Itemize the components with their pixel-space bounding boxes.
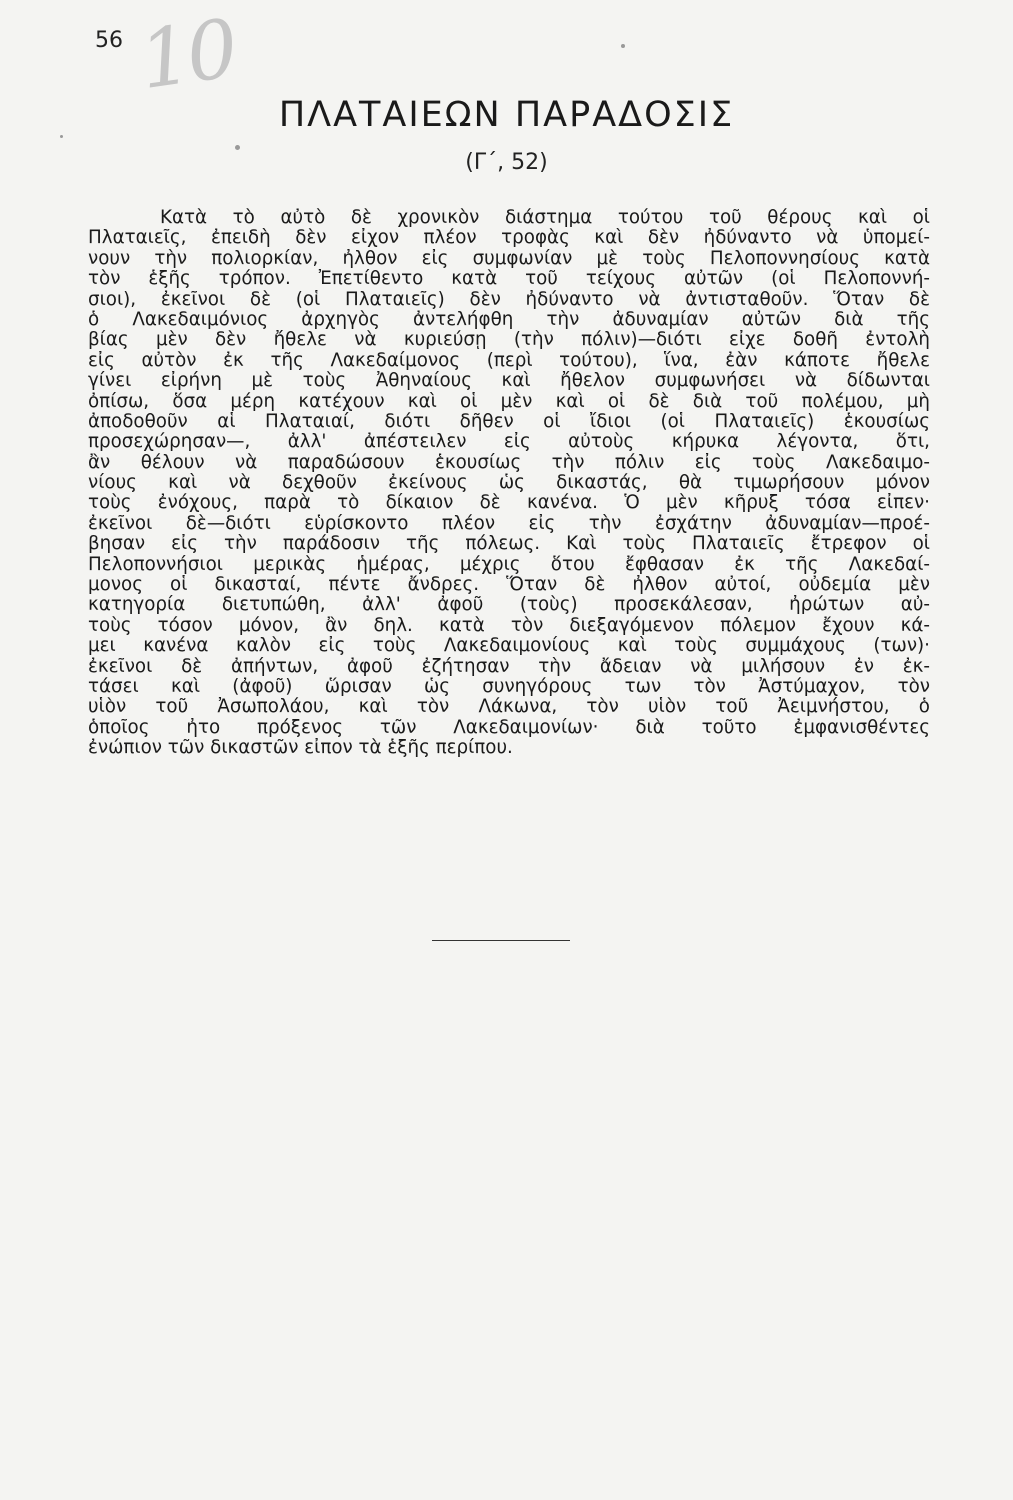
text-line: προσεχώρησαν—, ἀλλ' ἀπέστειλεν εἰς αὐτοὺς κήρυκα λέγοντα, ὅτι, xyxy=(88,432,930,453)
text-line: ὁποῖος ἦτο πρόξενος τῶν Λακεδαιμονίων· διὰ τοῦτο ἐμφανισθέντες xyxy=(88,717,930,738)
text-line: υἱὸν τοῦ Ἀσωπολάου, καὶ τὸν Λάκωνα, τὸν υἱὸν τοῦ Ἀειμνήστου, ὁ xyxy=(88,697,930,718)
text-line: Πελοποννήσιοι μερικὰς ἡμέρας, μέχρις ὅτου ἔφθασαν ἐκ τῆς Λακεδαί- xyxy=(88,554,930,575)
text-line: ἐνώπιον τῶν δικαστῶν εἶπον τὰ ἑξῆς περίπου. xyxy=(88,738,513,759)
text-line: κατηγορία διετυπώθη, ἀλλ' ἀφοῦ (τοὺς) προσεκάλεσαν, ἠρώτων αὐ- xyxy=(88,595,930,616)
text-line: νουν τὴν πολιορκίαν, ἦλθον εἰς συμφωνίαν μὲ τοὺς Πελοποννησίους κατὰ xyxy=(88,248,930,269)
text-line: βησαν εἰς τὴν παράδοσιν τῆς πόλεως. Καὶ τοὺς Πλαταιεῖς ἔτρεφον οἱ xyxy=(88,534,930,555)
text-line: μει κανένα καλὸν εἰς τοὺς Λακεδαιμονίους καὶ τοὺς συμμάχους (των)· xyxy=(88,636,930,657)
text-line: τὸν ἑξῆς τρόπον. Ἐπετίθεντο κατὰ τοῦ τείχους αὐτῶν (οἱ Πελοποννή- xyxy=(88,269,930,290)
text-line: σιοι), ἐκεῖνοι δὲ (οἱ Πλαταιεῖς) δὲν ἠδύναντο νὰ ἀντισταθοῦν. Ὅταν δὲ xyxy=(88,289,930,310)
text-line: νίους καὶ νὰ δεχθοῦν ἐκείνους ὡς δικαστάς, θὰ τιμωρήσουν μόνον xyxy=(88,473,930,494)
paper-speck xyxy=(235,145,240,150)
text-line: τοὺς ἐνόχους, παρὰ τὸ δίκαιον δὲ κανένα. Ὁ μὲν κῆρυξ τόσα εἶπεν· xyxy=(88,493,930,514)
text-line: Κατὰ τὸ αὐτὸ δὲ χρονικὸν διάστημα τούτου τοῦ θέρους καὶ οἱ xyxy=(160,208,930,228)
body-text xyxy=(88,208,930,759)
handwritten-mark: 10 xyxy=(133,1,240,108)
end-rule xyxy=(432,940,570,941)
page-subtitle: (Γ΄, 52) xyxy=(465,150,548,175)
text-line: τάσει καὶ (ἀφοῦ) ὥρισαν ὡς συνηγόρους των τὸν Ἀστύμαχον, τὸν xyxy=(88,676,930,697)
page-title: ΠΛΑΤΑΙΕΩΝ ΠΑΡΑΔΟΣΙΣ xyxy=(278,95,735,135)
text-line: γίνει εἰρήνη μὲ τοὺς Ἀθηναίους καὶ ἤθελον συμφωνήσει νὰ δίδωνται xyxy=(88,371,930,392)
text-line: βίας μὲν δὲν ἤθελε νὰ κυριεύσῃ (τὴν πόλιν)—διότι εἶχε δοθῆ ἐντολὴ xyxy=(88,330,930,351)
text-line: ἐκεῖνοι δὲ—διότι εὑρίσκοντο πλέον εἰς τὴν ἐσχάτην ἀδυναμίαν—προέ- xyxy=(88,513,930,534)
text-line: μονος οἱ δικασταί, πέντε ἄνδρες. Ὅταν δὲ ἦλθον αὐτοί, οὐδεμία μὲν xyxy=(88,575,930,596)
text-line: ἂν θέλουν νὰ παραδώσουν ἑκουσίως τὴν πόλιν εἰς τοὺς Λακεδαιμο- xyxy=(88,452,930,473)
page-number: 56 xyxy=(95,28,123,53)
text-line: Πλαταιεῖς, ἐπειδὴ δὲν εἶχον πλέον τροφὰς καὶ δὲν ἠδύναντο νὰ ὑπομεί- xyxy=(88,228,930,249)
text-line: ἐκεῖνοι δὲ ἀπήντων, ἀφοῦ ἐζήτησαν τὴν ἄδειαν νὰ μιλήσουν ἐν ἐκ- xyxy=(88,656,930,677)
text-line: ὁ Λακεδαιμόνιος ἀρχηγὸς ἀντελήφθη τὴν ἀδυναμίαν αὐτῶν διὰ τῆς xyxy=(88,309,930,330)
paper-speck xyxy=(621,44,625,48)
text-line: ὀπίσω, ὅσα μέρη κατέχουν καὶ οἱ μὲν καὶ οἱ δὲ διὰ τοῦ πολέμου, μὴ xyxy=(88,391,930,412)
text-line: τοὺς τόσον μόνον, ἂν δηλ. κατὰ τὸν διεξαγόμενον πόλεμον ἔχουν κά- xyxy=(88,615,930,636)
text-line: εἰς αὐτὸν ἐκ τῆς Λακεδαίμονος (περὶ τούτου), ἵνα, ἐὰν κάποτε ἤθελε xyxy=(88,350,930,371)
paper-speck xyxy=(60,135,63,138)
text-line: ἀποδοθοῦν αἱ Πλαταιαί, διότι δῆθεν οἱ ἴδιοι (οἱ Πλαταιεῖς) ἑκουσίως xyxy=(88,411,930,432)
